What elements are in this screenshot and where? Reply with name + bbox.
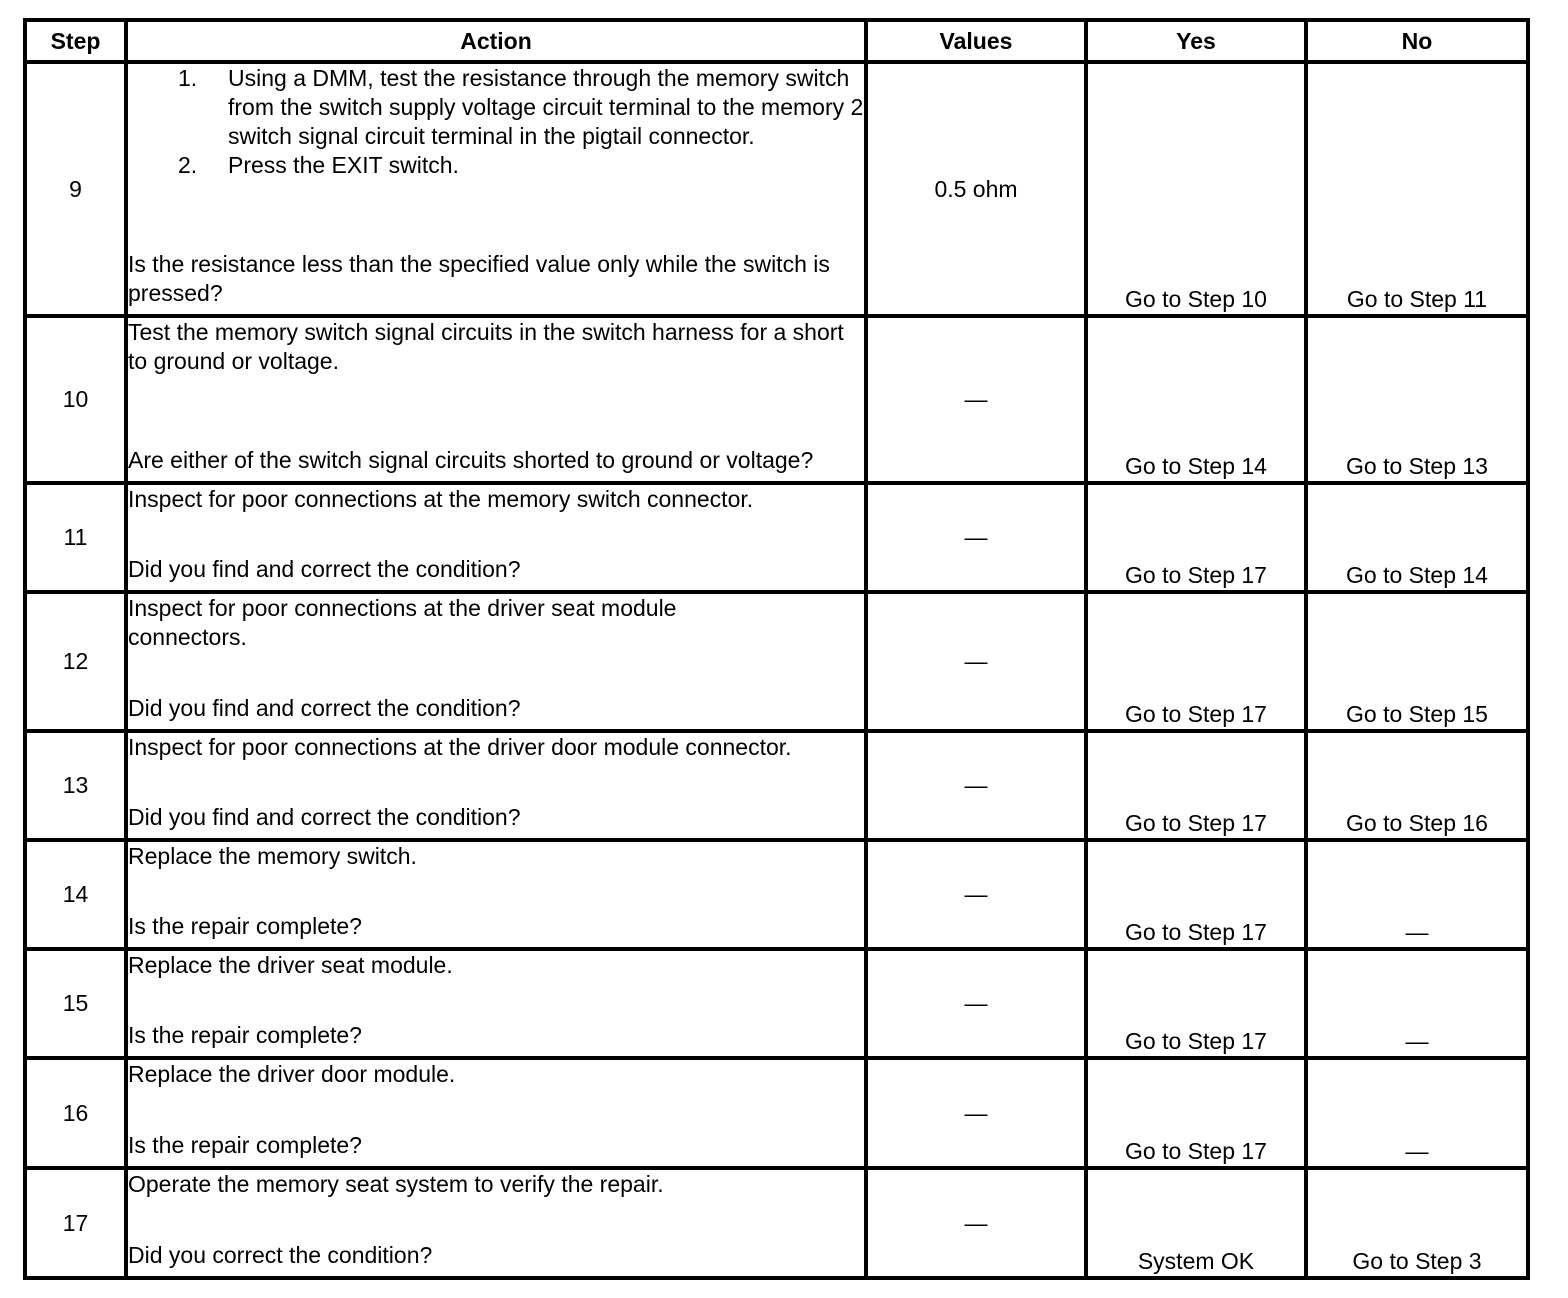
action-instruction: Inspect for poor connections at the driver seat module connectors. <box>128 595 677 650</box>
values-cell: — <box>866 483 1086 592</box>
yes-cell: Go to Step 17 <box>1086 483 1306 592</box>
table-row-step-16 <box>25 1058 1528 1168</box>
header-step: Step <box>25 20 126 62</box>
diagnostic-table <box>23 18 1530 1280</box>
action-cell <box>126 840 866 949</box>
table-row-step-17 <box>25 1168 1528 1278</box>
step-number: 15 <box>25 949 126 1058</box>
action-cell <box>126 1168 866 1278</box>
values-cell: — <box>866 731 1086 840</box>
step-number: 12 <box>25 592 126 731</box>
step-number: 16 <box>25 1058 126 1168</box>
action-steps-list <box>128 64 864 180</box>
action-cell <box>126 949 866 1058</box>
table-row-step-12 <box>25 592 1528 731</box>
values-cell: 0.5 ohm <box>866 62 1086 316</box>
table-row-step-13 <box>25 731 1528 840</box>
action-question: Are either of the switch signal circuits shorted to ground or voltage? <box>128 447 814 473</box>
action-instruction: Replace the driver door module. <box>128 1061 456 1087</box>
header-yes: Yes <box>1086 20 1306 62</box>
table-row-step-9 <box>25 62 1528 316</box>
list-item <box>128 64 864 151</box>
action-instruction: Replace the memory switch. <box>128 843 417 869</box>
table-row-step-10 <box>25 316 1528 483</box>
values-cell: — <box>866 316 1086 483</box>
values-cell: — <box>866 1168 1086 1278</box>
action-cell <box>126 483 866 592</box>
values-cell: — <box>866 1058 1086 1168</box>
step-number: 10 <box>25 316 126 483</box>
step-number: 14 <box>25 840 126 949</box>
step-number: 17 <box>25 1168 126 1278</box>
action-cell <box>126 62 866 316</box>
list-item <box>128 151 864 180</box>
yes-cell: Go to Step 10 <box>1086 62 1306 316</box>
no-cell: — <box>1306 949 1528 1058</box>
action-cell <box>126 316 866 483</box>
header-no: No <box>1306 20 1528 62</box>
no-cell: Go to Step 16 <box>1306 731 1528 840</box>
values-cell: — <box>866 949 1086 1058</box>
action-question: Did you find and correct the condition? <box>128 695 521 721</box>
step-number: 13 <box>25 731 126 840</box>
values-cell: — <box>866 592 1086 731</box>
step-number: 11 <box>25 483 126 592</box>
action-question: Is the resistance less than the specified value only while the switch is pressed? <box>128 251 830 306</box>
no-cell: Go to Step 13 <box>1306 316 1528 483</box>
list-item-number: 1. <box>178 65 198 91</box>
table-row-step-11 <box>25 483 1528 592</box>
table-row-step-15 <box>25 949 1528 1058</box>
list-item-number: 2. <box>178 152 198 178</box>
no-cell: Go to Step 11 <box>1306 62 1528 316</box>
header-values: Values <box>866 20 1086 62</box>
action-instruction: Operate the memory seat system to verify the repair. <box>128 1171 664 1197</box>
list-item-text: Press the EXIT switch. <box>228 152 459 178</box>
action-instruction: Replace the driver seat module. <box>128 952 453 978</box>
action-instruction: Inspect for poor connections at the memory switch connector. <box>128 486 754 512</box>
action-cell <box>126 731 866 840</box>
no-cell: Go to Step 3 <box>1306 1168 1528 1278</box>
yes-cell: Go to Step 17 <box>1086 592 1306 731</box>
action-question: Is the repair complete? <box>128 1022 362 1048</box>
table-header-row <box>25 20 1528 62</box>
action-question: Did you find and correct the condition? <box>128 804 521 830</box>
yes-cell: Go to Step 17 <box>1086 1058 1306 1168</box>
action-question: Is the repair complete? <box>128 913 362 939</box>
no-cell: — <box>1306 1058 1528 1168</box>
no-cell: — <box>1306 840 1528 949</box>
header-action: Action <box>126 20 866 62</box>
values-cell: — <box>866 840 1086 949</box>
yes-cell: Go to Step 17 <box>1086 731 1306 840</box>
yes-cell: Go to Step 14 <box>1086 316 1306 483</box>
action-question: Did you correct the condition? <box>128 1242 433 1268</box>
action-question: Did you find and correct the condition? <box>128 556 521 582</box>
yes-cell: Go to Step 17 <box>1086 840 1306 949</box>
no-cell: Go to Step 15 <box>1306 592 1528 731</box>
action-cell <box>126 592 866 731</box>
yes-cell: System OK <box>1086 1168 1306 1278</box>
action-instruction: Test the memory switch signal circuits in the switch harness for a short to ground or voltage. <box>128 319 844 374</box>
step-number: 9 <box>25 62 126 316</box>
no-cell: Go to Step 14 <box>1306 483 1528 592</box>
action-question: Is the repair complete? <box>128 1132 362 1158</box>
action-cell <box>126 1058 866 1168</box>
action-instruction: Inspect for poor connections at the driver door module connector. <box>128 734 792 760</box>
list-item-text: Using a DMM, test the resistance through the memory switch from the switch supply voltage circuit terminal to the memory 2 switch signal circuit terminal in the pigtail connector. <box>228 65 864 149</box>
yes-cell: Go to Step 17 <box>1086 949 1306 1058</box>
table-row-step-14 <box>25 840 1528 949</box>
